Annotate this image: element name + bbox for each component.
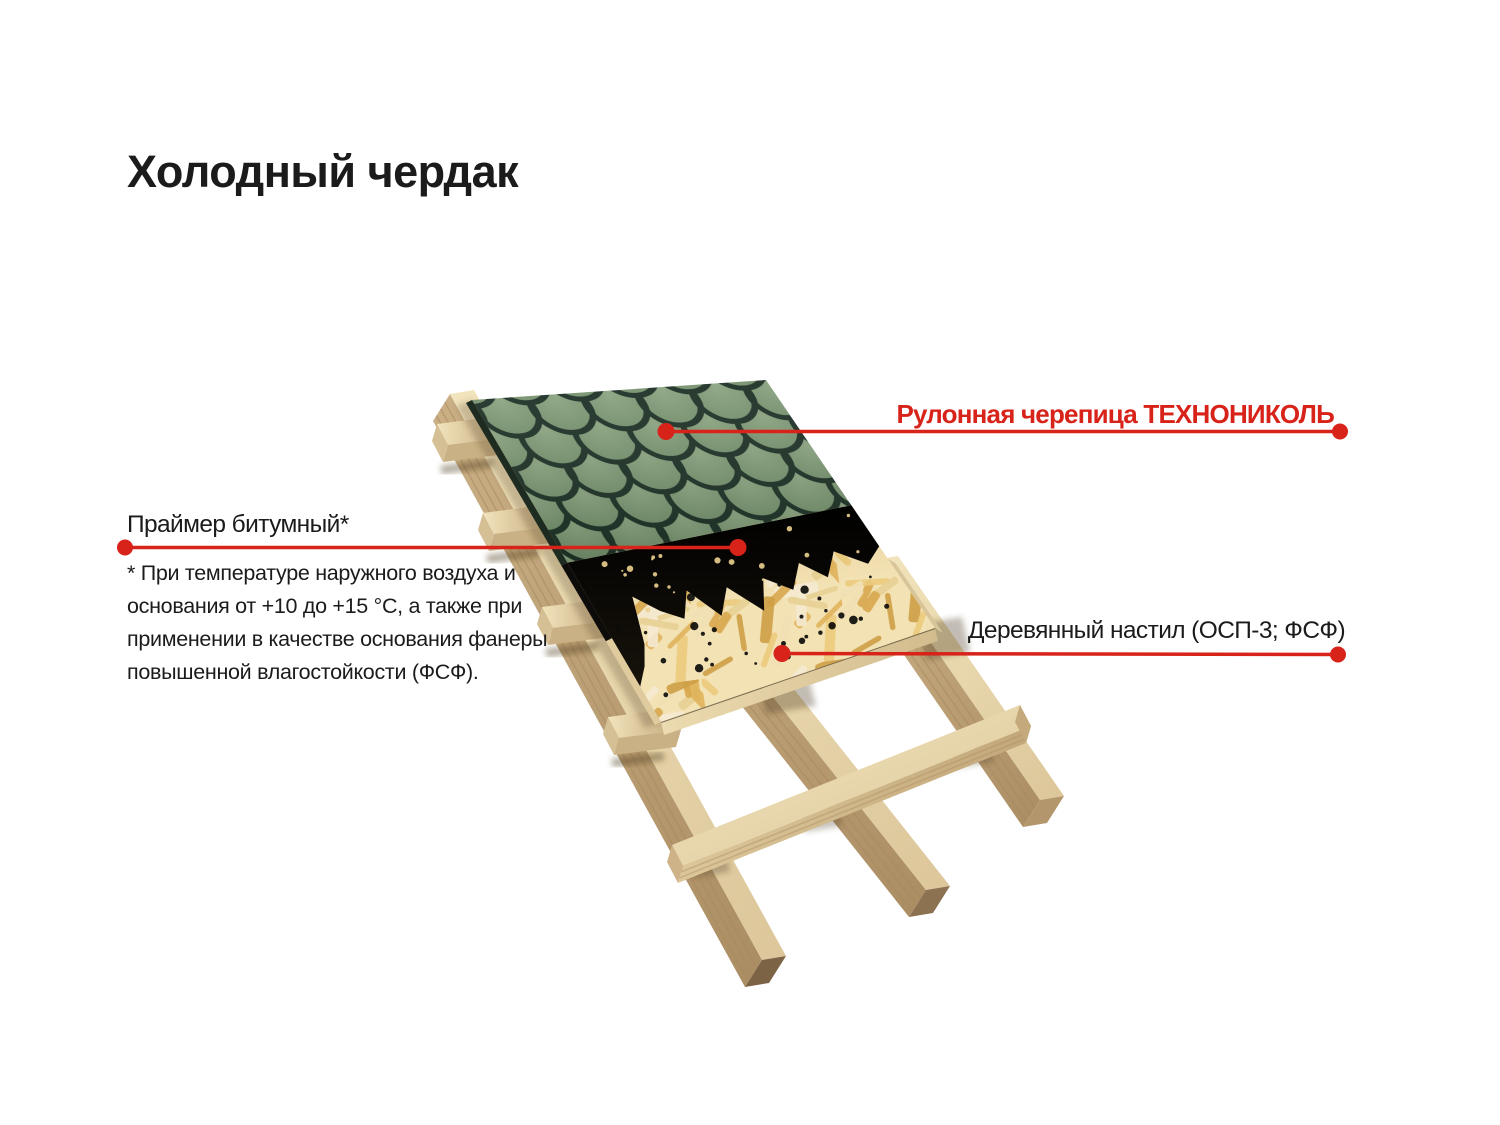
- callout-shingles-end-dot: [1332, 424, 1348, 440]
- label-bitumen-primer: Праймер битумный*: [127, 511, 349, 538]
- batten-front: [678, 726, 1031, 883]
- batten-lower: [667, 705, 1031, 883]
- page-title: Холодный чердак: [127, 146, 519, 197]
- footnote-line: основания от +10 до +15 °C, а также при: [127, 594, 523, 618]
- footnote-line: повышенной влагостойкости (ФСФ).: [127, 660, 479, 684]
- callout-deck-end-dot: [1330, 647, 1346, 663]
- callout-shingles-dot: [658, 423, 675, 440]
- callout-primer-dot: [730, 539, 747, 556]
- footnote-line: * При температуре наружного воздуха и: [127, 561, 516, 585]
- label-wood-deck: Деревянный настил (ОСП-3; ФСФ): [967, 617, 1345, 644]
- footnote-line: применении в качестве основания фанеры: [127, 627, 548, 651]
- primer-footnote: [127, 557, 547, 689]
- callout-deck-dot: [774, 645, 791, 662]
- callout-primer-end-dot: [117, 540, 133, 556]
- label-rolled-shingles: Рулонная черепица ТЕХНОНИКОЛЬ: [896, 399, 1334, 429]
